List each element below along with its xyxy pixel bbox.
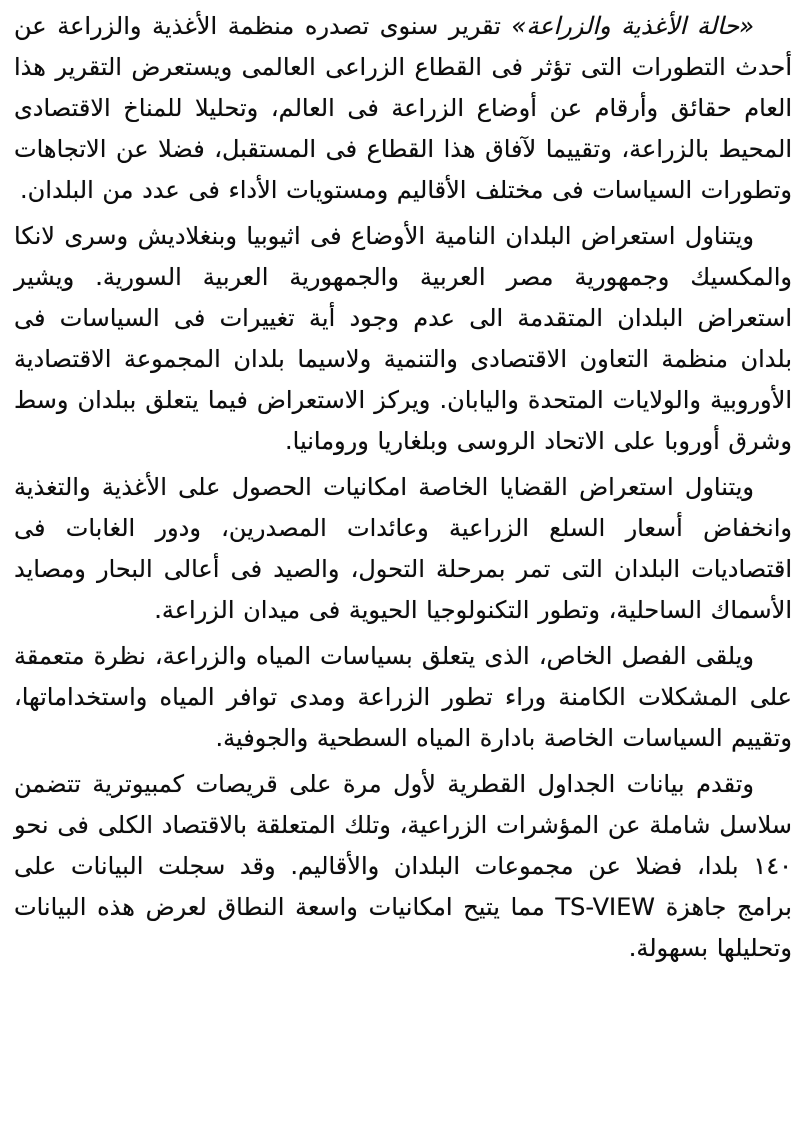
paragraph-3 (14, 467, 792, 631)
paragraph-2 (14, 216, 792, 462)
report-title-lead: «حالة الأغذية والزراعة» (511, 12, 754, 40)
paragraph-text: ويلقى الفصل الخاص، الذى يتعلق بسياسات المياه والزراعة، نظرة متعمقة على المشكلات الكامنة وراء تطور الزراعة ومدى توافر المياه واستخداماتها، وتقييم السياسات الخاصة بادارة المياه السطحية والجوفية. (14, 642, 792, 752)
paragraph-5 (14, 764, 792, 969)
paragraph-text: وتقدم بيانات الجداول القطرية لأول مرة على قريصات كمبيوترية تتضمن سلاسل شاملة عن المؤشرات الزراعية، وتلك المتعلقة بالاقتصاد الكلى فى نحو ١٤٠ بلدا، فضلا عن مجموعات البلدان والأقاليم. وقد سجلت البيانات على برامج جاهزة TS-VIEW مما يتيح امكانيات واسعة النطاق لعرض هذه البيانات وتحليلها بسهولة. (14, 770, 792, 962)
paragraph-text: تقرير سنوى تصدره منظمة الأغذية والزراعة عن أحدث التطورات التى تؤثر فى القطاع الزراعى العالمى ويستعرض التقرير هذا العام حقائق وأرقام عن أوضاع الزراعة فى العالم، وتحليلا للمناخ الاقتصادى المحيط بالزراعة، وتقييما لآفاق هذا القطاع فى المستقبل، فضلا عن الاتجاهات وتطورات السياسات فى مختلف الأقاليم ومستويات الأداء فى عدد من البلدان. (14, 12, 792, 204)
paragraph-4 (14, 636, 792, 759)
paragraph-text: ويتناول استعراض القضايا الخاصة امكانيات الحصول على الأغذية والتغذية وانخفاض أسعار السلع الزراعية وعائدات المصدرين، ودور الغابات فى اقتصاديات البلدان التى تمر بمرحلة التحول، والصيد فى أعالى البحار ومصايد الأسماك الساحلية، وتطور التكنولوجيا الحيوية فى ميدان الزراعة. (14, 473, 792, 624)
paragraph-1 (14, 6, 792, 211)
document-body (14, 6, 792, 969)
paragraph-text: ويتناول استعراض البلدان النامية الأوضاع فى اثيوبيا وبنغلاديش وسرى لانكا والمكسيك وجمهورية مصر العربية والجمهورية العربية السورية. ويشير استعراض البلدان المتقدمة الى عدم وجود أية تغييرات فى السياسات فى بلدان منظمة التعاون الاقتصادى والتنمية ولاسيما بلدان المجموعة الاقتصادية الأوروبية والولايات المتحدة واليابان. ويركز الاستعراض فيما يتعلق ببلدان وسط وشرق أوروبا على الاتحاد الروسى وبلغاريا ورومانيا. (14, 222, 792, 455)
